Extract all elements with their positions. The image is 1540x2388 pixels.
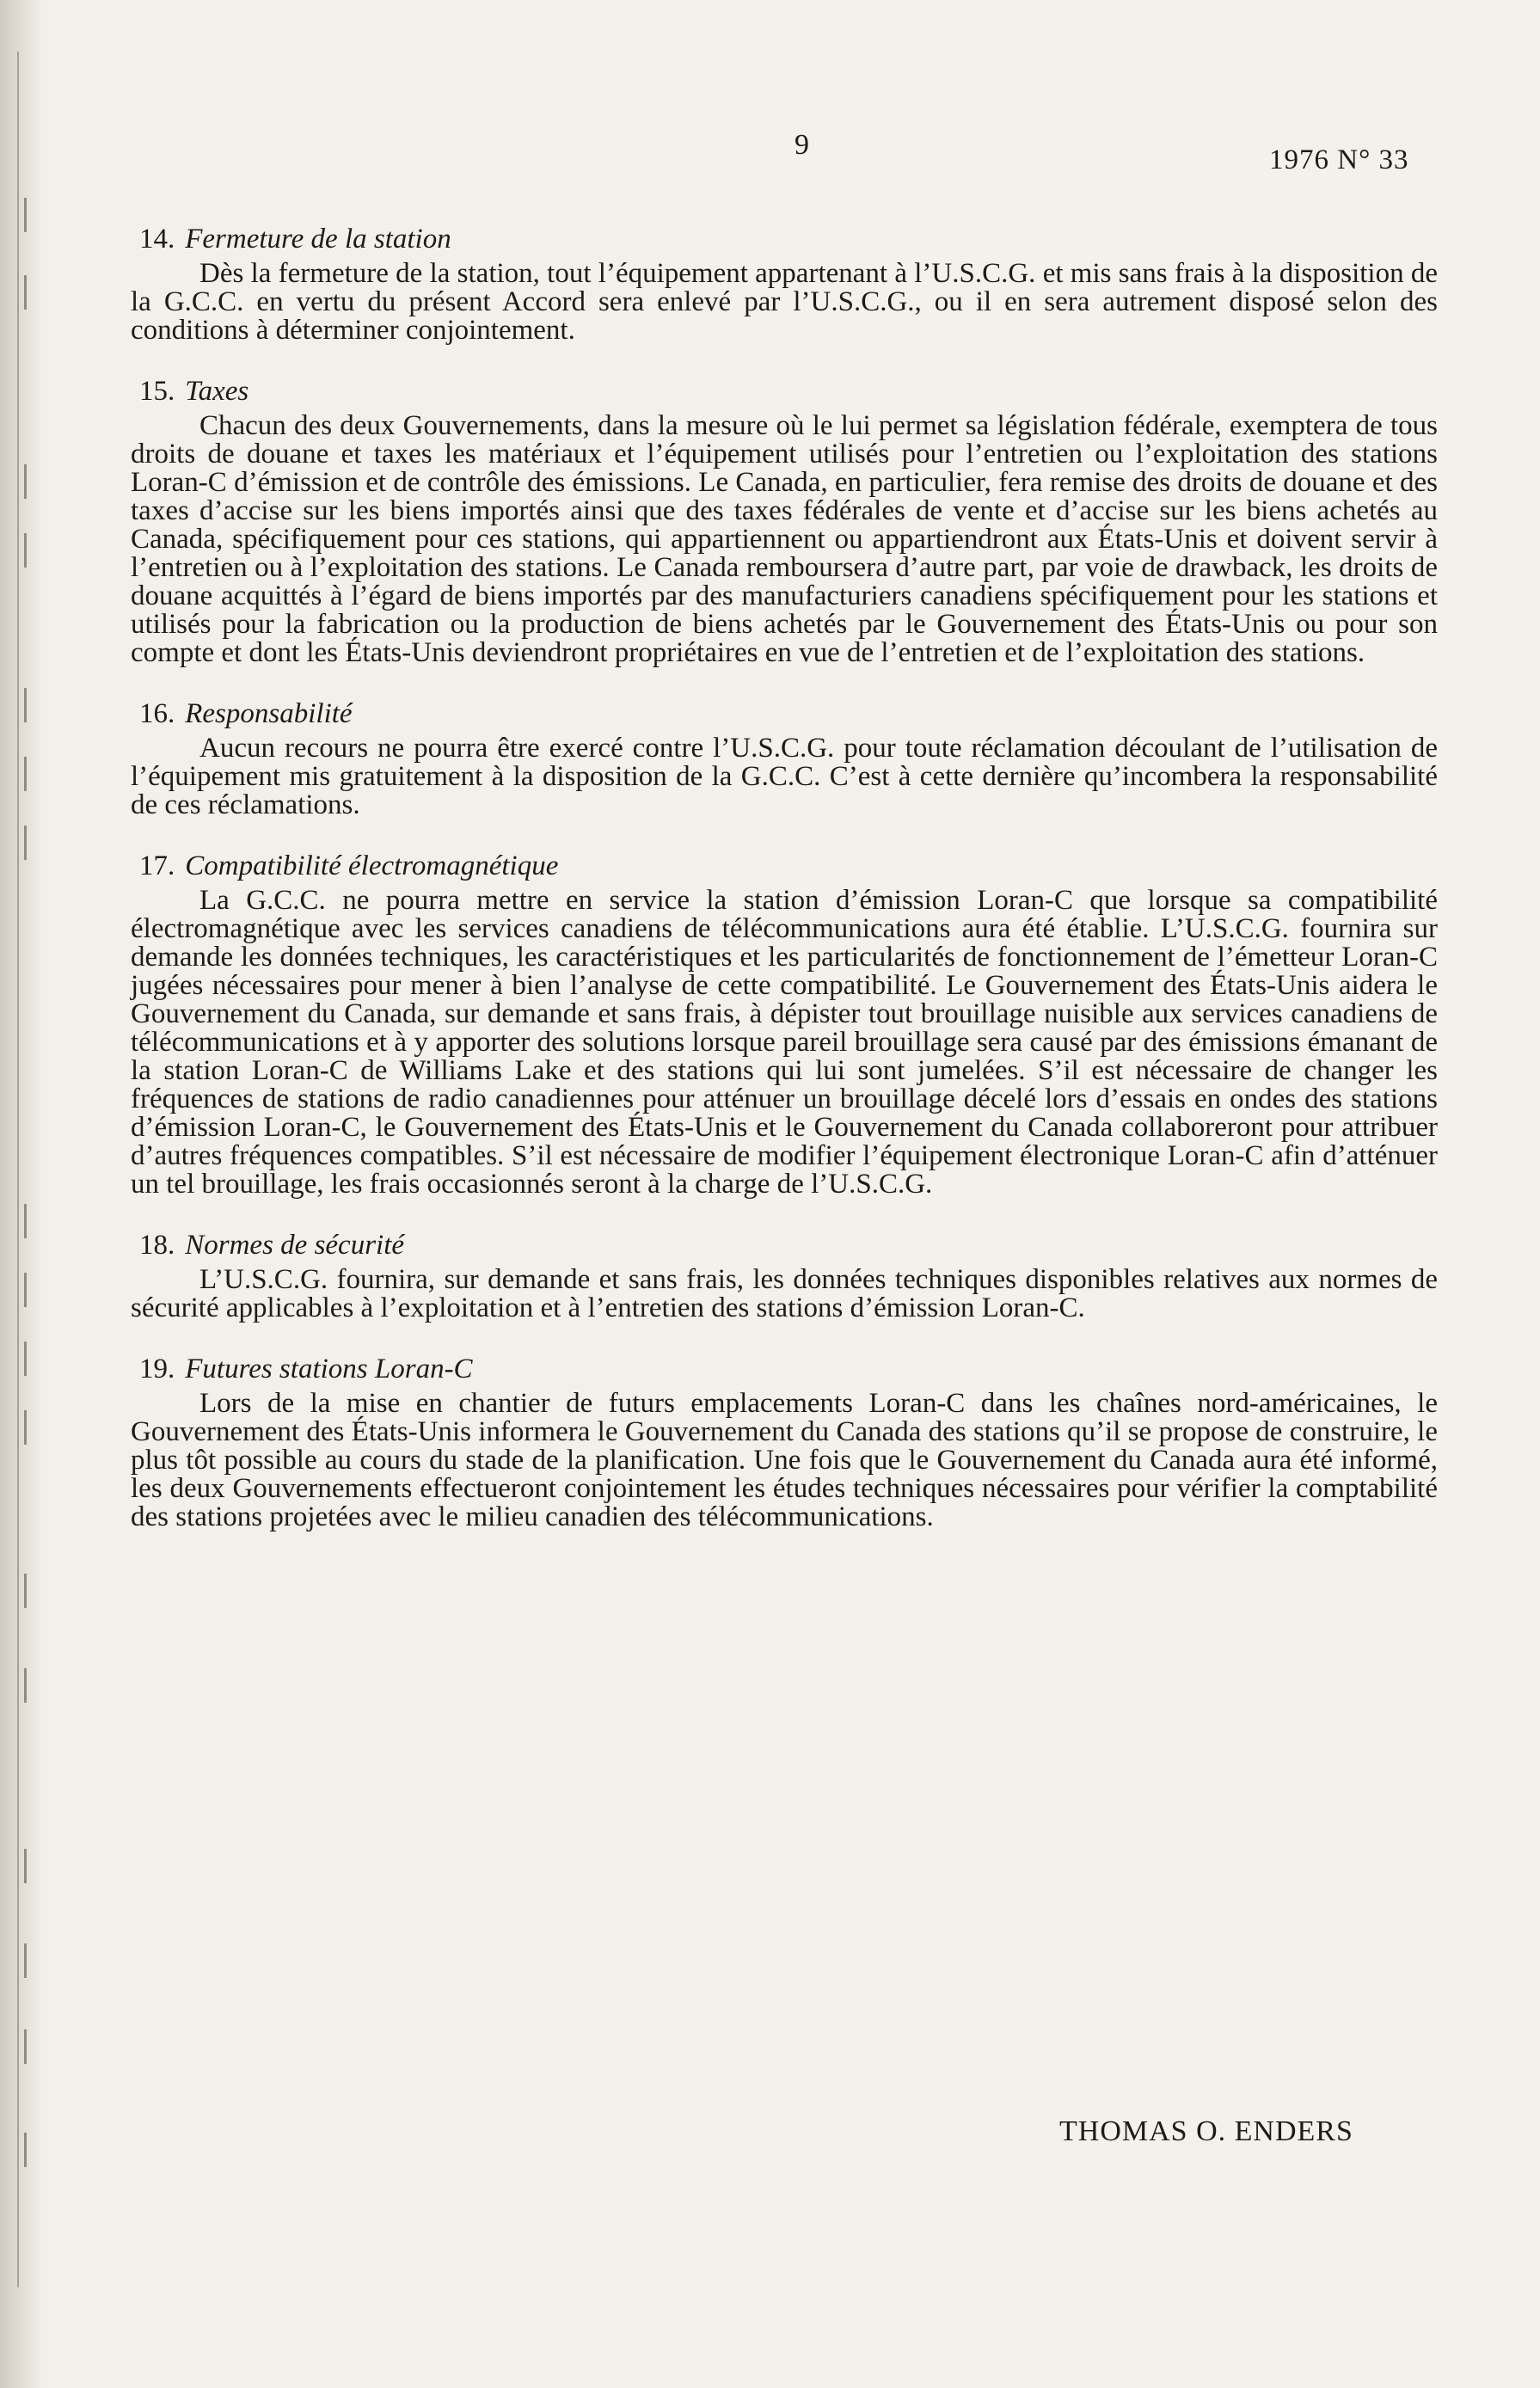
section-paragraph: L’U.S.C.G. fournira, sur demande et sans frais, les données techniques disponibles relatives aux normes de sécurité applicables à l’exploitation et à l’entretien des stations d’émission Loran-C. bbox=[131, 1264, 1438, 1323]
section-paragraph: Aucun recours ne pourra être exercé contre l’U.S.C.G. pour toute réclamation découlant de l’utilisation de l’équipement mis gratuitement à la disposition de la G.C.C. C’est à cette dernière qu’incombera la responsabilité de ces réclamations. bbox=[131, 733, 1438, 820]
document-body bbox=[131, 222, 1438, 1561]
section-heading bbox=[131, 1352, 1438, 1386]
section-14 bbox=[131, 222, 1438, 345]
section-17 bbox=[131, 849, 1438, 1199]
section-paragraph: La G.C.C. ne pourra mettre en service la station d’émission Loran-C que lorsque sa compatibilité électromagnétique avec les services canadiens de télécommunications aura été établie. L’U.S.C.G. fournira sur demande les données techniques, les caractéristiques et les particularités de fonctionnement de l’émetteur Loran-C jugées nécessaires pour mener à bien l’analyse de cette compatibilité. Le Gouvernement des États-Unis aidera le Gouvernement du Canada, sur demande et sans frais, à dépister tout brouillage nuisible aux services canadiens de télécommunications et à y apporter des solutions lorsque pareil brouillage sera causé par des émissions émanant de la station Loran-C de Williams Lake et des stations qui lui sont jumelées. S’il est nécessaire de changer les fréquences de stations de radio canadiennes pour atténuer un brouillage décelé lors d’essais en ondes des stations d’émission Loran-C, le Gouvernement des États-Unis et le Gouvernement du Canada collaboreront pour attribuer d’autres fréquences compatibles. S’il est nécessaire de modifier l’équipement électronique Loran-C afin d’atténuer un tel brouillage, les frais occasionnés seront à la charge de l’U.S.C.G. bbox=[131, 885, 1438, 1200]
section-heading bbox=[131, 849, 1438, 883]
section-paragraph: Chacun des deux Gouvernements, dans la mesure où le lui permet sa législation fédérale, exemptera de tous droits de douane et taxes les matériaux et l’équipement utilisés pour l’entretien ou l’exploitation des stations Loran-C d’émission et de contrôle des émissions. Le Canada, en particulier, fera remise des droits de douane et des taxes d’accise sur les biens importés ainsi que des taxes fédérales de vente et d’accise sur les biens achetés au Canada, spécifiquement pour ces stations, qui appartiennent ou appartiendront aux États-Unis et doivent servir à l’entretien ou à l’exploitation des stations. Le Canada remboursera d’autre part, par voie de drawback, les droits de douane acquittés à l’égard de biens importés par des manufacturiers canadiens spécifiquement pour les stations et utilisés pour la fabrication ou la production de biens achetés par le Gouvernement des États-Unis ou pour son compte et dont les États-Unis deviendront propriétaires en vue de l’entretien et de l’exploitation des stations. bbox=[131, 410, 1438, 668]
section-title: Responsabilité bbox=[185, 698, 353, 729]
section-number: 19. bbox=[139, 1354, 175, 1384]
section-title: Futures stations Loran-C bbox=[185, 1354, 473, 1384]
section-heading bbox=[131, 697, 1438, 731]
page-number: 9 bbox=[795, 129, 809, 161]
issue-reference: 1976 N° 33 bbox=[1269, 144, 1409, 175]
section-paragraph: Dès la fermeture de la station, tout l’équipement appartenant à l’U.S.C.G. et mis sans frais à la disposition de la G.C.C. en vertu du présent Accord sera enlevé par l’U.S.C.G., ou il en sera autrement disposé selon des conditions à déterminer conjointement. bbox=[131, 258, 1438, 346]
section-title: Compatibilité électromagnétique bbox=[185, 850, 559, 881]
section-number: 15. bbox=[139, 376, 175, 407]
section-number: 18. bbox=[139, 1230, 175, 1261]
section-heading bbox=[131, 1228, 1438, 1262]
section-number: 17. bbox=[139, 850, 175, 881]
section-15 bbox=[131, 374, 1438, 667]
binding-line bbox=[17, 52, 19, 2287]
section-number: 16. bbox=[139, 698, 175, 729]
section-title: Fermeture de la station bbox=[185, 224, 451, 255]
signature-name: THOMAS O. ENDERS bbox=[1059, 2115, 1353, 2147]
section-16 bbox=[131, 697, 1438, 820]
margin-ticks bbox=[24, 0, 41, 2388]
section-paragraph: Lors de la mise en chantier de futurs emplacements Loran-C dans les chaînes nord-américaines, le Gouvernement des États-Unis informera le Gouvernement du Canada des stations qu’il se propose de construire, le plus tôt possible au cours du stade de la planification. Une fois que le Gouvernement du Canada aura été informé, les deux Gouvernements effectueront conjointement les études techniques nécessaires pour vérifier la comptabilité des stations projetées avec le milieu canadien des télécommunications. bbox=[131, 1388, 1438, 1532]
section-19 bbox=[131, 1352, 1438, 1532]
section-number: 14. bbox=[139, 224, 175, 255]
section-18 bbox=[131, 1228, 1438, 1323]
section-heading bbox=[131, 222, 1438, 256]
section-title: Normes de sécurité bbox=[185, 1230, 405, 1261]
section-heading bbox=[131, 374, 1438, 408]
section-title: Taxes bbox=[185, 376, 249, 407]
